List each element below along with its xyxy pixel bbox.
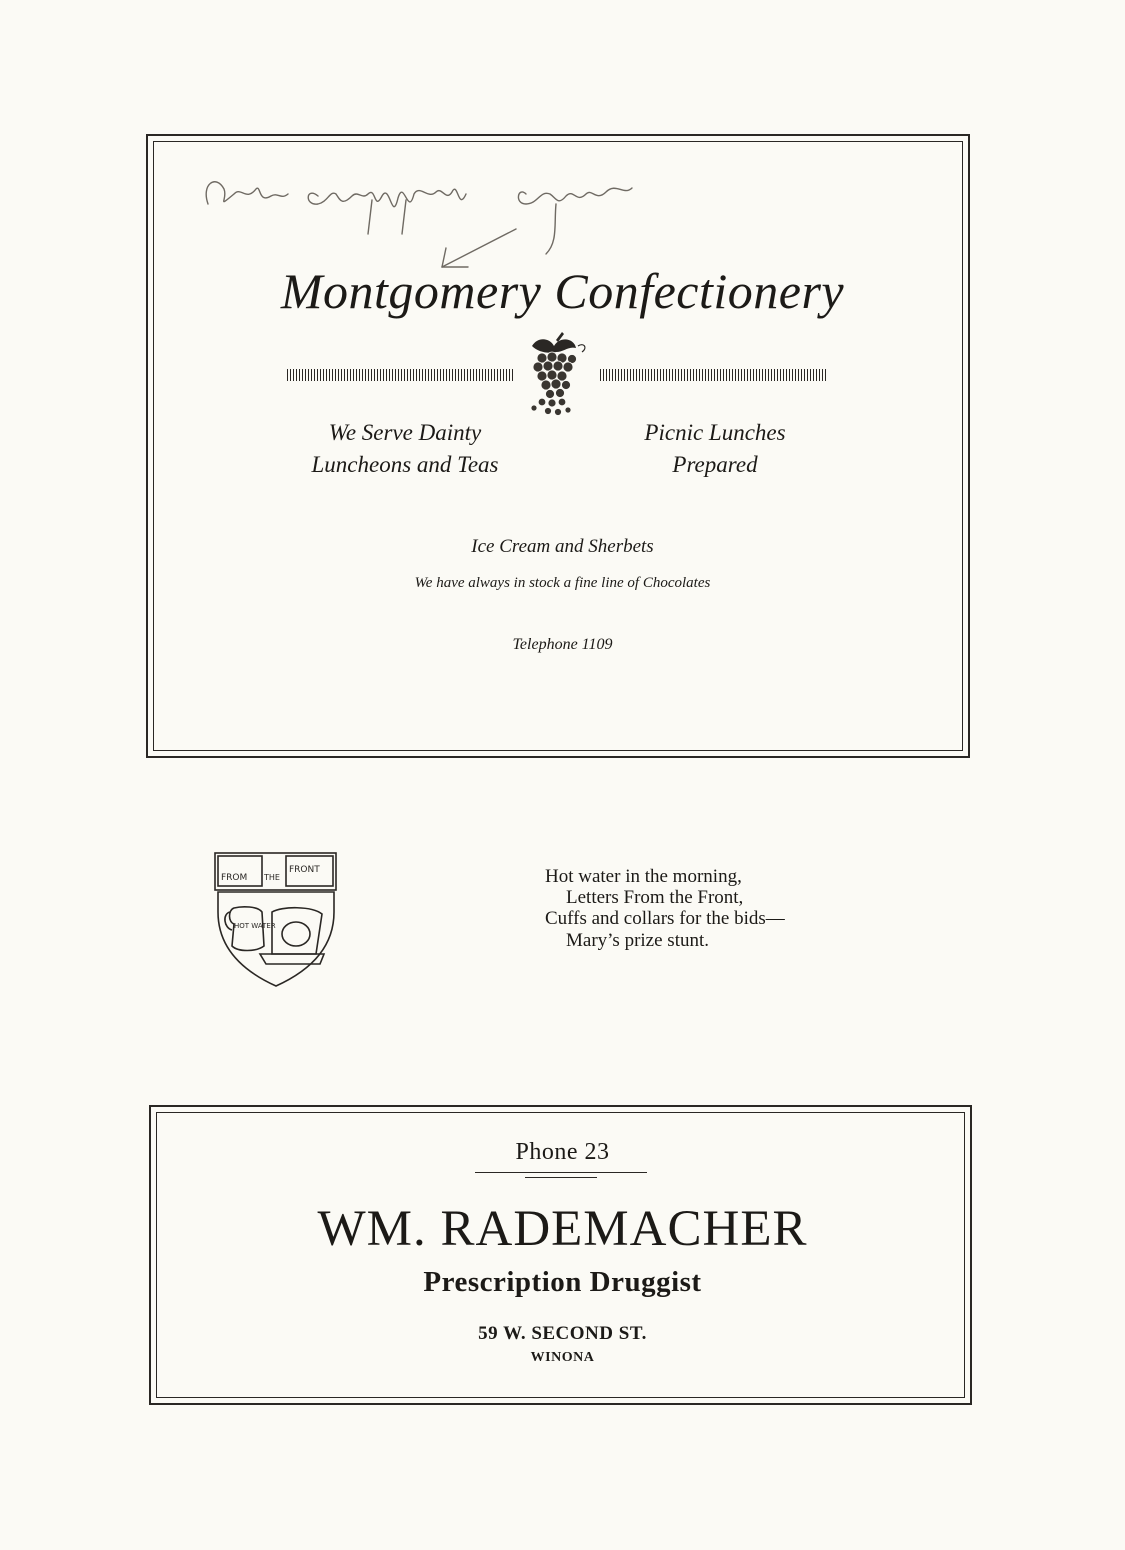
confectionery-ad-box <box>146 134 970 758</box>
ice-cream-line: Ice Cream and Sherbets <box>471 536 654 557</box>
confectionery-telephone: Telephone 1109 <box>512 636 613 653</box>
emblem-front-text: FRONT <box>289 865 320 875</box>
druggist-name: WM. RADEMACHER <box>317 1201 808 1257</box>
druggist-city: WINONA <box>530 1350 595 1365</box>
druggist-phone: Phone 23 <box>515 1139 610 1165</box>
druggist-address: 59 W. SECOND ST. <box>478 1323 647 1344</box>
hatched-rule-left <box>287 369 515 381</box>
dainty-luncheons-line-1: We Serve Dainty <box>328 420 482 445</box>
poem-line-1: Hot water in the morning, <box>545 866 742 887</box>
picnic-lunches-line-2: Prepared <box>672 452 758 477</box>
phone-underline <box>475 1172 647 1173</box>
emblem-the-text: THE <box>264 873 280 882</box>
dainty-luncheons-line-2: Luncheons and Teas <box>311 452 499 477</box>
confectionery-name: Montgomery Confectionery <box>280 263 845 319</box>
emblem-hot-water-text: HOT WATER <box>234 922 276 930</box>
picnic-lunches-line-1: Picnic Lunches <box>644 420 786 445</box>
poem-line-3: Cuffs and collars for the bids— <box>545 908 785 929</box>
grape-cluster-icon <box>520 332 590 422</box>
emblem-from-text: FROM <box>221 873 248 883</box>
chocolates-line: We have always in stock a fine line of Chocolates <box>414 575 711 591</box>
hatched-rule-right <box>600 369 828 381</box>
phone-underline-short <box>525 1177 597 1178</box>
poem-line-4: Mary’s prize stunt. <box>566 930 710 951</box>
poem-line-2: Letters From the Front, <box>566 887 744 908</box>
confectionery-ad-inner-border <box>153 141 963 751</box>
shield-emblem-icon <box>212 850 340 988</box>
druggist-title: Prescription Druggist <box>423 1266 702 1298</box>
